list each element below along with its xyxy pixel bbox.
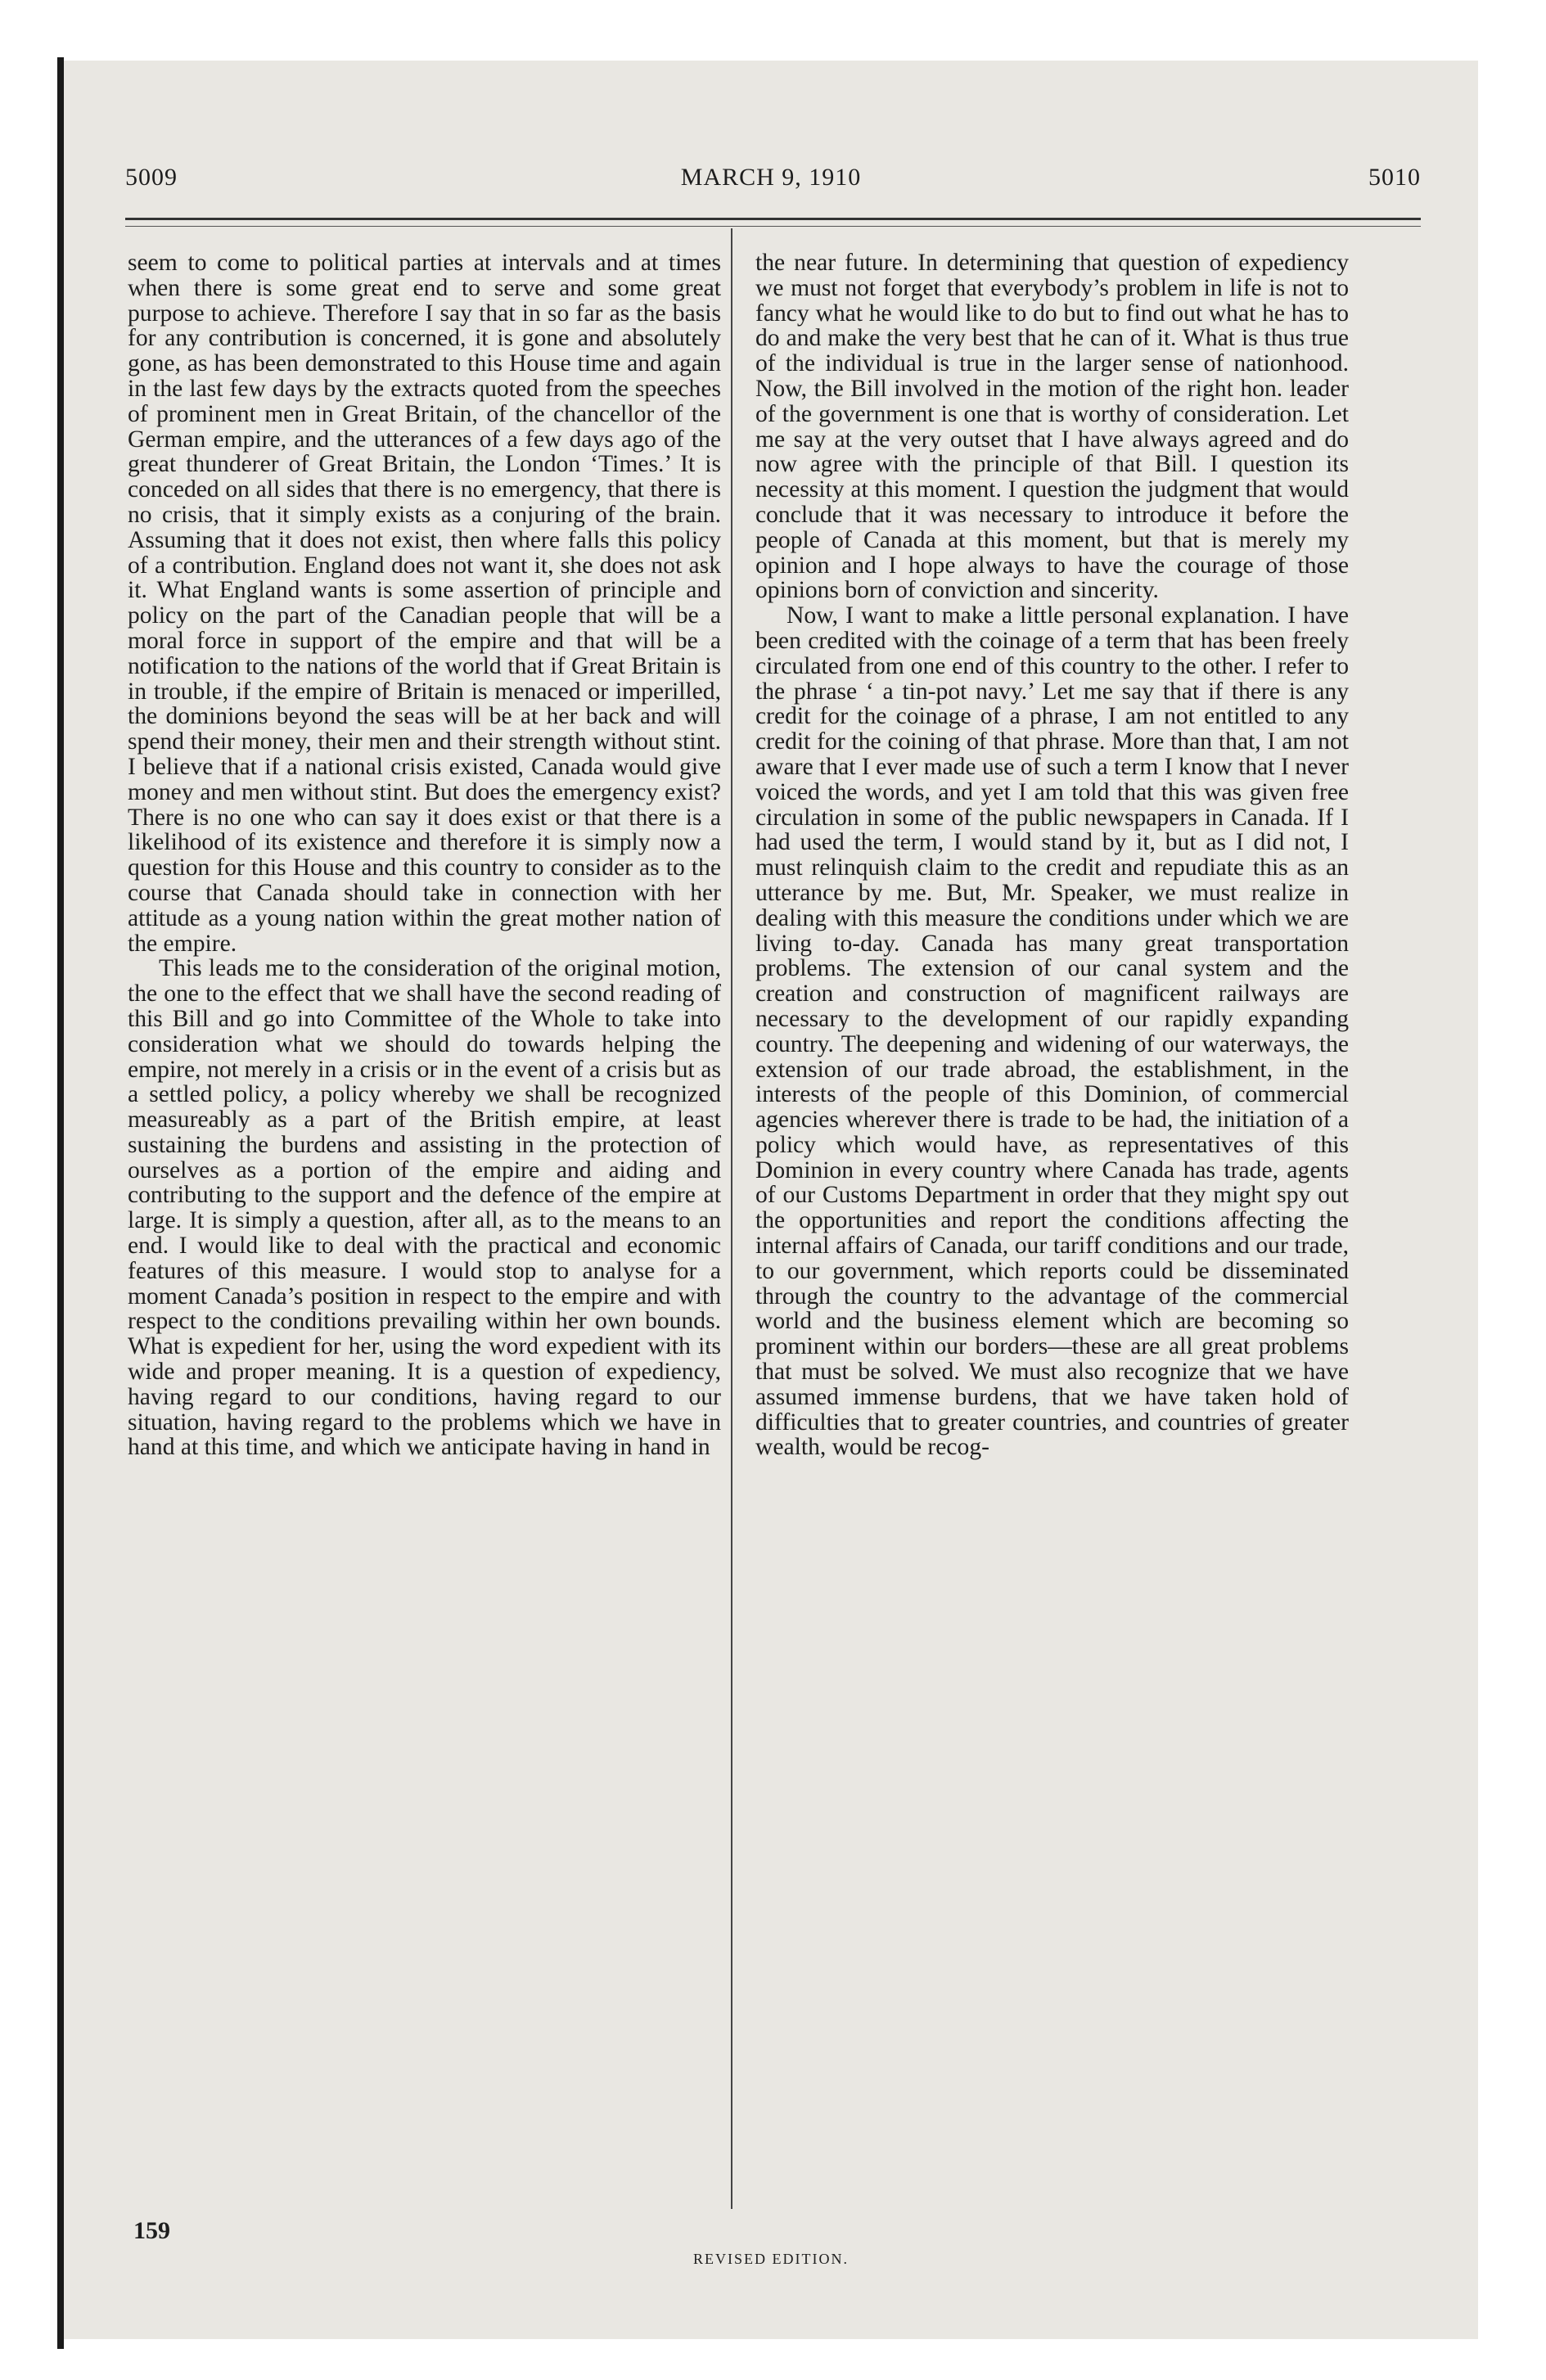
column-divider: [731, 228, 732, 2209]
paragraph: seem to come to political parties at intervals and at times when there is some great end to serve and some great purpose to achieve. Therefore I say that in so far as the basis for any contribution is concerned, it is gone and absolutely gone, as has been demonstrated to this House time and again in the last few days by the extracts quoted from the speeches of prominent men in Great Britain, of the chancellor of the German empire, and the utterances of a few days ago of the great thunderer of Great Britain, the London ‘Times.’ It is conceded on all sides that there is no emergency, that there is no crisis, that it simply exists as a conjuring of the brain. Assuming that it does not exist, then where falls this policy of a contribution. England does not want it, she does not ask it. What England wants is some assertion of principle and policy on the part of the Canadian people that will be a moral force in support of the empire and that will be a notification to the nations of the world that if Great Britain is in trouble, if the empire of Britain is menaced or imperilled, the dominions beyond the seas will be at her back and will spend their money, their men and their strength without stint. I believe that if a national crisis existed, Canada would give money and men without stint. But does the emergency exist? There is no one who can say it does exist or that there is a likelihood of its existence and therefore it is simply now a question for this House and this country to consider as to the course that Canada should take in connection with her attitude as a young nation within the great mother nation of the empire.: [128, 250, 721, 957]
scan-edge: [57, 57, 64, 2349]
paragraph: This leads me to the consideration of the original motion, the one to the effect that we shall have the second reading of this Bill and go into Committee of the Whole to take into consideration what we should do towards helping the empire, not merely in a crisis or in the event of a crisis but as a settled policy, a policy whereby we shall be recognized measureably as a part of the British empire, at least sustaining the burdens and assisting in the protection of ourselves as a portion of the empire and aiding and contributing to the support and the defence of the empire at large. It is simply a question, after all, as to the means to an end. I would like to deal with the practical and economic features of this measure. I would stop to analyse for a moment Canada’s position in respect to the empire and with respect to the conditions prevailing within her own bounds. What is expedient for her, using the word expedient with its wide and proper meaning. It is a question of expediency, having regard to our conditions, having regard to our situation, having regard to the problems which we have in hand at this time, and which we anticipate having in hand in: [128, 955, 721, 1461]
paragraph: Now, I want to make a little personal explanation. I have been credited with the coinage of a term that has been freely circulated from one end of this country to the other. I refer to the phrase ‘ a tin-pot navy.’ Let me say that if there is any credit for the coinage of a phrase, I am not entitled to any credit for the coining of that phrase. More than that, I am not aware that I ever made use of such a term I know that I never voiced the words, and yet I am told that this was given free circulation in some of the public newspapers in Canada. If I had used the term, I would stand by it, but as I did not, I must relinquish claim to the credit and repudiate this as an utterance by me. But, Mr. Speaker, we must realize in dealing with this measure the conditions under which we are living to-day. Canada has many great transportation problems. The extension of our canal system and the creation and construction of magnificent railways are necessary to the development of our rapidly expanding country. The deepening and widening of our waterways, the extension of our trade abroad, the establishment, in the interests of the people of this Dominion, of commercial agencies wherever there is trade to be had, the initiation of a policy which would have, as representatives of this Dominion in every country where Canada has trade, agents of our Customs Department in order that they might spy out the opportunities and report the conditions affecting the internal affairs of Canada, our tariff conditions and our trade, to our government, which reports could be disseminated through the country to the advantage of the commercial world and the business element which are becoming so prominent within our borders—these are all great problems that must be solved. We must also recognize that we have assumed immense burdens, that we have taken hold of difficulties that to greater countries, and countries of greater wealth, would be recog-: [755, 602, 1349, 1461]
document-page: [64, 61, 1478, 2339]
header-rule-thin: [125, 226, 1421, 227]
footer-edition: REVISED EDITION.: [693, 2251, 849, 2267]
right-column: [755, 250, 1349, 1460]
footer-page-number: 159: [133, 2217, 170, 2244]
page-header: [64, 61, 1478, 224]
page-date: MARCH 9, 1910: [680, 164, 862, 191]
left-column: [128, 250, 721, 1460]
page-number-left: 5009: [125, 164, 178, 191]
paragraph: the near future. In determining that question of expediency we must not forget that everybody’s problem in life is not to fancy what he would like to do but to find out what he has to do and make the very best that he can of it. What is thus true of the individual is true in the larger sense of nationhood. Now, the Bill involved in the motion of the right hon. leader of the government is one that is worthy of consideration. Let me say at the very outset that I have always agreed and do now agree with the principle of that Bill. I question its necessity at this moment. I question the judgment that would conclude that it was necessary to introduce it before the people of Canada at this moment, but that is merely my opinion and I hope always to have the courage of those opinions born of conviction and sincerity.: [755, 250, 1349, 604]
page-number-right: 5010: [1368, 164, 1421, 191]
header-rule: [125, 218, 1421, 220]
